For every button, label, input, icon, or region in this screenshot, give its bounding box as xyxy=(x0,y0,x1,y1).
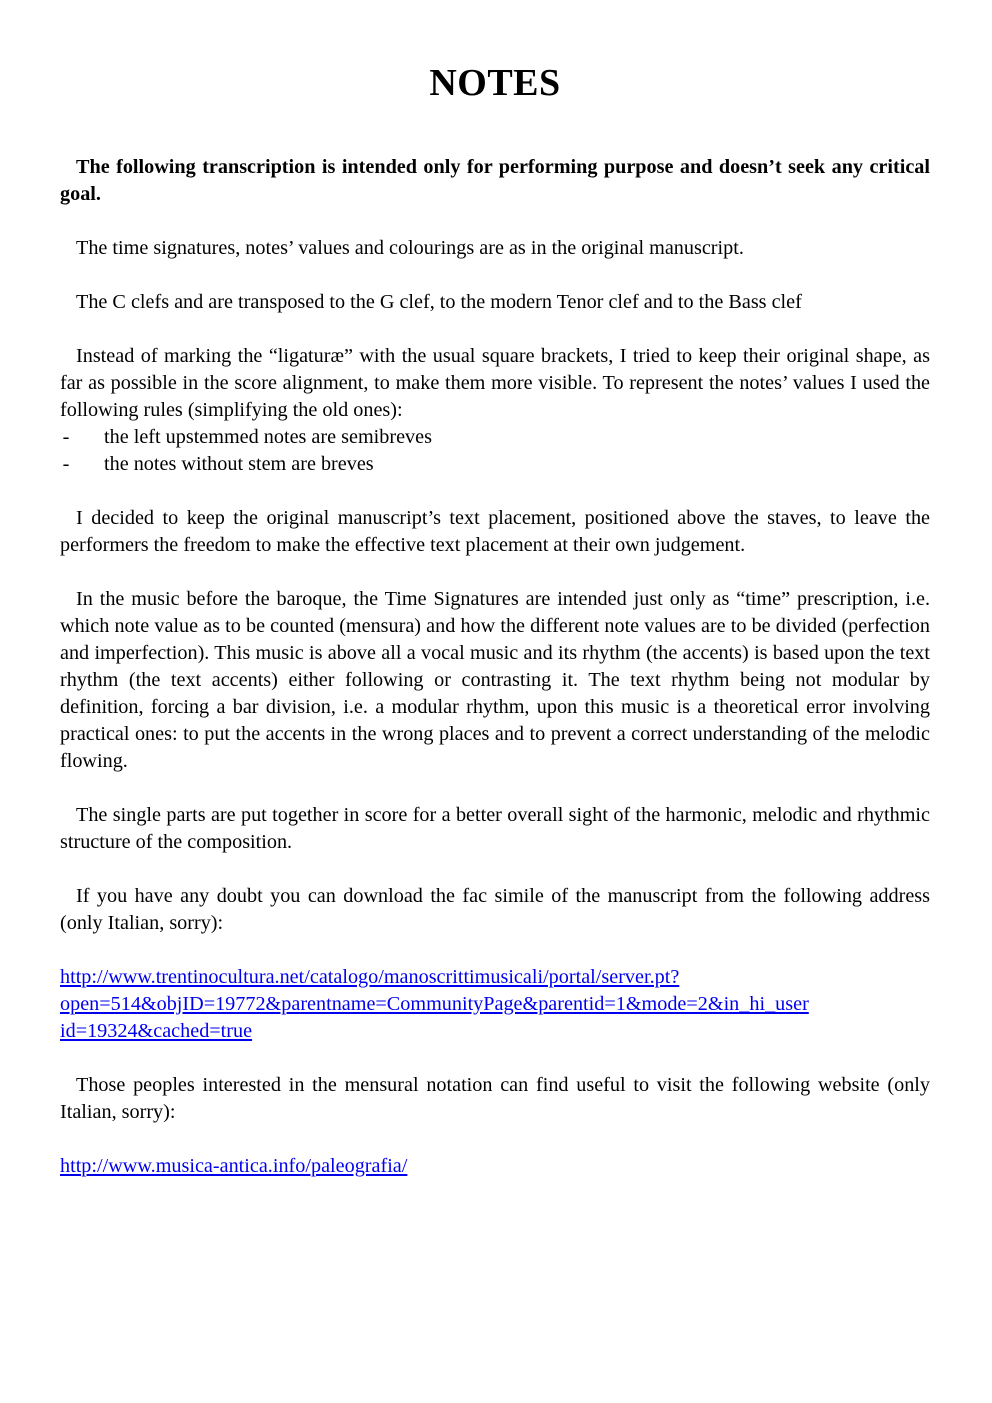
list-item-text: the notes without stem are breves xyxy=(104,453,374,475)
manuscript-link-line-3[interactable]: id=19324&cached=true xyxy=(60,1020,253,1042)
spacer xyxy=(60,208,930,235)
download-paragraph: If you have any doubt you can download the fac simile of the manuscript from the following address (only Italian, sorry): xyxy=(60,885,930,934)
spacer xyxy=(60,316,930,343)
score-paragraph: The single parts are put together in score for a better overall sight of the harmonic, melodic and rhythmic structure of the composition. xyxy=(60,804,930,853)
time-signature-theory-paragraph: In the music before the baroque, the Time Signatures are intended just only as “time” prescription, i.e. which note value as to be counted (mensura) and how the different note values are to be divided (perfection and imperfection). This music is above all a vocal music and its rhythm (the accents) is based upon the text rhythm (the text accents) either following or contrasting it. The text rhythm being not modular by definition, forcing a bar division, i.e. a modular rhythm, upon this music is a theoretical error involving practical ones: to put the accents in the wrong places and to prevent a correct understanding of the melodic flowing. xyxy=(60,588,930,772)
paleografia-link-block xyxy=(60,1153,930,1180)
spacer xyxy=(60,775,930,802)
spacer xyxy=(60,262,930,289)
manuscript-link-line-1[interactable]: http://www.trentinocultura.net/catalogo/manoscrittimusicali/portal/server.pt? xyxy=(60,966,680,988)
dash-bullet: - xyxy=(62,453,70,475)
list-item xyxy=(60,451,930,478)
dash-bullet: - xyxy=(62,426,70,448)
document-page xyxy=(60,58,930,1180)
manuscript-link-block xyxy=(60,964,930,1045)
page-title: NOTES xyxy=(429,62,561,104)
text-placement-paragraph: I decided to keep the original manuscript’s text placement, positioned above the staves, to leave the performers the freedom to make the effective text placement at their own judgement. xyxy=(60,507,930,556)
spacer xyxy=(60,1045,930,1072)
spacer xyxy=(60,856,930,883)
spacer xyxy=(60,937,930,964)
clefs-paragraph: The C clefs and are transposed to the G clef, to the modern Tenor clef and to the Bass clef xyxy=(76,291,802,313)
spacer xyxy=(60,1126,930,1153)
spacer xyxy=(60,559,930,586)
manuscript-link-line-2[interactable]: open=514&objID=19772&parentname=CommunityPage&parentid=1&mode=2&in_hi_user xyxy=(60,993,809,1015)
list-item xyxy=(60,424,930,451)
paleografia-link[interactable]: http://www.musica-antica.info/paleografia/ xyxy=(60,1155,408,1177)
time-signatures-paragraph: The time signatures, notes’ values and colourings are as in the original manuscript. xyxy=(76,237,744,259)
spacer xyxy=(60,478,930,505)
rules-list xyxy=(60,424,930,478)
intro-paragraph: The following transcription is intended only for performing purpose and doesn’t seek any critical goal. xyxy=(60,156,930,205)
ligatures-paragraph: Instead of marking the “ligaturæ” with the usual square brackets, I tried to keep their original shape, as far as possible in the score alignment, to make them more visible. To represent the notes’ values I used the following rules (simplifying the old ones): xyxy=(60,345,930,421)
list-item-text: the left upstemmed notes are semibreves xyxy=(104,426,432,448)
mensural-notation-paragraph: Those peoples interested in the mensural notation can find useful to visit the following website (only Italian, sorry): xyxy=(60,1074,930,1123)
